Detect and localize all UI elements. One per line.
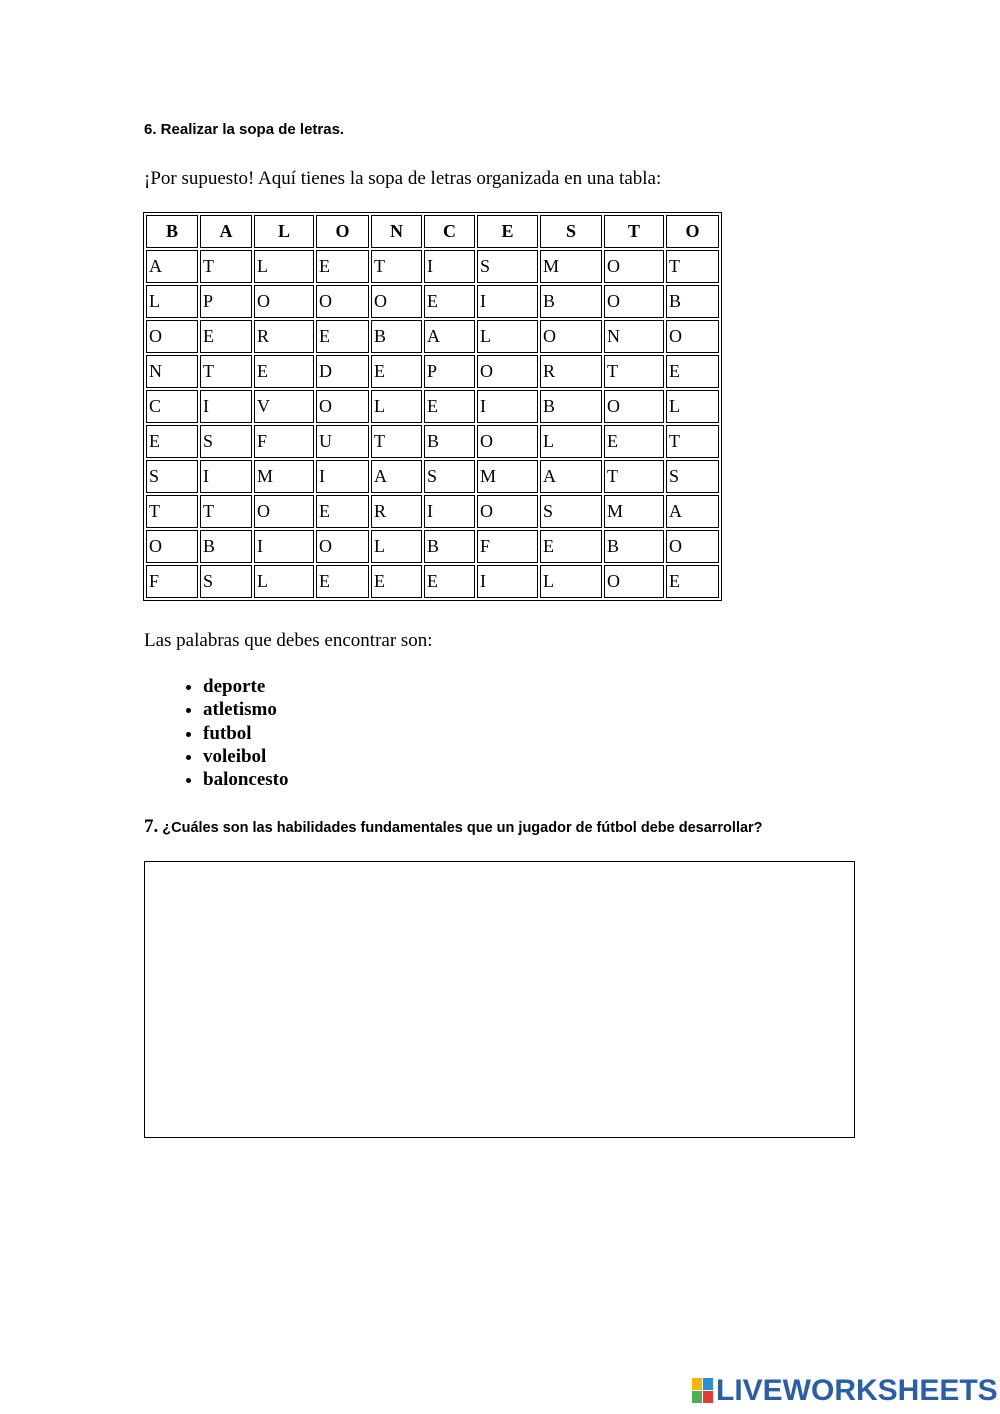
letter-cell: T bbox=[371, 425, 422, 458]
letter-cell: V bbox=[254, 390, 314, 423]
letter-cell: O bbox=[371, 285, 422, 318]
letter-cell: L bbox=[477, 320, 538, 353]
letter-cell: O bbox=[316, 285, 369, 318]
letter-cell: P bbox=[424, 355, 475, 388]
letter-cell: O bbox=[254, 285, 314, 318]
letter-cell: S bbox=[666, 460, 719, 493]
letter-cell: E bbox=[316, 320, 369, 353]
letter-cell: O bbox=[604, 250, 664, 283]
table-row bbox=[146, 495, 719, 528]
letter-cell: N bbox=[146, 355, 198, 388]
brand-name: LIVEWORKSHEETS bbox=[716, 1374, 998, 1407]
letter-cell: R bbox=[254, 320, 314, 353]
letter-cell: B bbox=[424, 530, 475, 563]
word-search-header-row bbox=[146, 215, 719, 248]
letter-cell: O bbox=[604, 565, 664, 598]
table-row bbox=[146, 250, 719, 283]
header-cell: E bbox=[477, 215, 538, 248]
letter-cell: A bbox=[371, 460, 422, 493]
letter-cell: B bbox=[540, 285, 602, 318]
table-row bbox=[146, 355, 719, 388]
letter-cell: O bbox=[477, 355, 538, 388]
letter-cell: E bbox=[424, 565, 475, 598]
table-row bbox=[146, 390, 719, 423]
letter-cell: S bbox=[200, 565, 252, 598]
letter-cell: L bbox=[254, 250, 314, 283]
letter-cell: L bbox=[371, 390, 422, 423]
letter-cell: I bbox=[424, 250, 475, 283]
letter-cell: A bbox=[666, 495, 719, 528]
letter-cell: O bbox=[316, 390, 369, 423]
list-item: • baloncesto bbox=[203, 768, 289, 791]
word-list bbox=[170, 675, 289, 791]
header-cell: N bbox=[371, 215, 422, 248]
letter-cell: L bbox=[540, 565, 602, 598]
letter-cell: B bbox=[424, 425, 475, 458]
liveworksheets-logo-icon bbox=[692, 1378, 714, 1404]
letter-cell: S bbox=[540, 495, 602, 528]
letter-cell: O bbox=[540, 320, 602, 353]
list-item: • voleibol bbox=[203, 745, 289, 768]
letter-cell: B bbox=[666, 285, 719, 318]
letter-cell: T bbox=[200, 495, 252, 528]
letter-cell: A bbox=[146, 250, 198, 283]
letter-cell: E bbox=[316, 495, 369, 528]
letter-cell: T bbox=[604, 355, 664, 388]
letter-cell: A bbox=[424, 320, 475, 353]
letter-cell: E bbox=[316, 250, 369, 283]
letter-cell: R bbox=[540, 355, 602, 388]
letter-cell: L bbox=[146, 285, 198, 318]
letter-cell: T bbox=[666, 425, 719, 458]
letter-cell: E bbox=[424, 285, 475, 318]
table-row bbox=[146, 425, 719, 458]
letter-cell: E bbox=[316, 565, 369, 598]
letter-cell: I bbox=[200, 390, 252, 423]
letter-cell: B bbox=[540, 390, 602, 423]
letter-cell: L bbox=[254, 565, 314, 598]
letter-cell: O bbox=[254, 495, 314, 528]
letter-cell: I bbox=[477, 285, 538, 318]
letter-cell: U bbox=[316, 425, 369, 458]
section6-intro: ¡Por supuesto! Aquí tienes la sopa de letras organizada en una tabla: bbox=[144, 168, 662, 189]
letter-cell: E bbox=[254, 355, 314, 388]
letter-cell: L bbox=[666, 390, 719, 423]
letter-cell: T bbox=[604, 460, 664, 493]
letter-cell: M bbox=[254, 460, 314, 493]
section6-heading: 6. Realizar la sopa de letras. bbox=[144, 121, 345, 138]
header-cell: O bbox=[666, 215, 719, 248]
word-search-table bbox=[143, 212, 722, 601]
letter-cell: T bbox=[371, 250, 422, 283]
letter-cell: E bbox=[200, 320, 252, 353]
letter-cell: S bbox=[146, 460, 198, 493]
letter-cell: E bbox=[666, 565, 719, 598]
letter-cell: N bbox=[604, 320, 664, 353]
letter-cell: O bbox=[604, 390, 664, 423]
letter-cell: O bbox=[146, 530, 198, 563]
header-cell: B bbox=[146, 215, 198, 248]
letter-cell: P bbox=[200, 285, 252, 318]
word-search-body bbox=[146, 250, 719, 598]
letter-cell: F bbox=[254, 425, 314, 458]
letter-cell: B bbox=[371, 320, 422, 353]
letter-cell: I bbox=[477, 565, 538, 598]
letter-cell: I bbox=[477, 390, 538, 423]
letter-cell: O bbox=[146, 320, 198, 353]
letter-cell: T bbox=[200, 250, 252, 283]
letter-cell: T bbox=[666, 250, 719, 283]
table-row bbox=[146, 320, 719, 353]
letter-cell: F bbox=[477, 530, 538, 563]
list-item: • deporte bbox=[203, 675, 289, 698]
table-row bbox=[146, 460, 719, 493]
letter-cell: R bbox=[371, 495, 422, 528]
header-cell: T bbox=[604, 215, 664, 248]
header-cell: O bbox=[316, 215, 369, 248]
letter-cell: M bbox=[477, 460, 538, 493]
letter-cell: E bbox=[540, 530, 602, 563]
brand-footer[interactable] bbox=[692, 1374, 998, 1408]
letter-cell: L bbox=[540, 425, 602, 458]
letter-cell: I bbox=[254, 530, 314, 563]
list-item: • atletismo bbox=[203, 698, 289, 721]
letter-cell: D bbox=[316, 355, 369, 388]
letter-cell: O bbox=[477, 495, 538, 528]
header-cell: L bbox=[254, 215, 314, 248]
list-item: • futbol bbox=[203, 722, 289, 745]
table-row bbox=[146, 285, 719, 318]
letter-cell: M bbox=[540, 250, 602, 283]
letter-cell: O bbox=[477, 425, 538, 458]
section7-number: 7. bbox=[144, 816, 159, 837]
letter-cell: I bbox=[200, 460, 252, 493]
section7-heading bbox=[144, 816, 763, 838]
letter-cell: S bbox=[200, 425, 252, 458]
letter-cell: S bbox=[424, 460, 475, 493]
answer-box[interactable] bbox=[144, 861, 855, 1138]
section7-question: ¿Cuáles son las habilidades fundamentales que un jugador de fútbol debe desarrollar? bbox=[162, 820, 763, 836]
words-intro: Las palabras que debes encontrar son: bbox=[144, 630, 433, 651]
letter-cell: A bbox=[540, 460, 602, 493]
letter-cell: E bbox=[146, 425, 198, 458]
letter-cell: L bbox=[371, 530, 422, 563]
letter-cell: E bbox=[604, 425, 664, 458]
letter-cell: O bbox=[604, 285, 664, 318]
header-cell: C bbox=[424, 215, 475, 248]
table-row bbox=[146, 565, 719, 598]
letter-cell: E bbox=[424, 390, 475, 423]
letter-cell: F bbox=[146, 565, 198, 598]
letter-cell: O bbox=[666, 530, 719, 563]
letter-cell: I bbox=[424, 495, 475, 528]
letter-cell: E bbox=[666, 355, 719, 388]
letter-cell: I bbox=[316, 460, 369, 493]
letter-cell: M bbox=[604, 495, 664, 528]
header-cell: S bbox=[540, 215, 602, 248]
letter-cell: S bbox=[477, 250, 538, 283]
letter-cell: T bbox=[200, 355, 252, 388]
letter-cell: T bbox=[146, 495, 198, 528]
letter-cell: C bbox=[146, 390, 198, 423]
table-row bbox=[146, 530, 719, 563]
letter-cell: O bbox=[666, 320, 719, 353]
letter-cell: O bbox=[316, 530, 369, 563]
letter-cell: E bbox=[371, 355, 422, 388]
letter-cell: E bbox=[371, 565, 422, 598]
letter-cell: B bbox=[200, 530, 252, 563]
letter-cell: B bbox=[604, 530, 664, 563]
header-cell: A bbox=[200, 215, 252, 248]
